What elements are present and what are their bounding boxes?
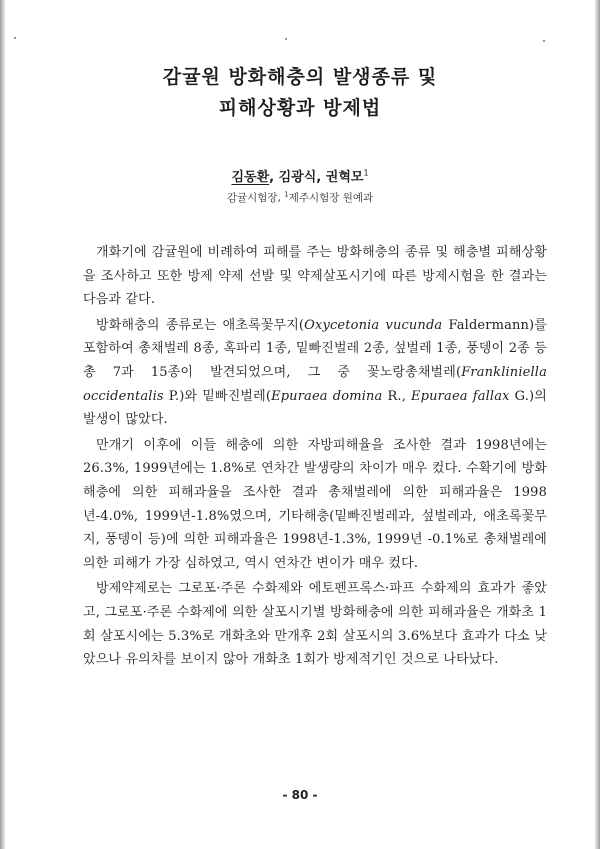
species-name: Frankliniella occidentalis [83, 364, 547, 404]
abstract-body [83, 241, 547, 674]
species-name: Epuraea fallax [411, 388, 510, 404]
affiliation-primary: 감귤시험장, [226, 192, 285, 204]
affiliation-mark: 1 [284, 190, 289, 199]
title-line-2: 피해상황과 방제법 [218, 97, 382, 119]
affiliation [0, 190, 600, 205]
paragraph-1: 개화기에 감귤원에 비례하여 피해를 주는 방화해충의 종류 및 해충별 피해상황을 조사하고 또한 방제 약제 선발 및 약제살포시기에 따른 방제시험을 한 결과는 다음과 같다. [83, 245, 547, 308]
text-run: G.)의 발생이 많았다. [83, 388, 547, 428]
author-list [0, 166, 600, 185]
text-run: 방화해충의 종류로는 애초록꽃무지( [96, 317, 305, 333]
scan-shadow-right [594, 0, 600, 849]
author-separator: , [269, 170, 279, 185]
page-number: - 80 - [282, 788, 318, 802]
species-name: Epuraea domina [271, 388, 383, 404]
scan-speck [543, 40, 545, 42]
scan-shadow-left [0, 0, 6, 849]
author-name: 김광식 [278, 170, 317, 185]
paragraph-2 [83, 314, 547, 432]
title-line-1: 감귤원 방화해충의 발생종류 및 [162, 66, 438, 88]
species-name: Oxycetonia vucunda [304, 317, 443, 333]
author-separator: , [316, 170, 326, 185]
scan-speck [14, 37, 16, 39]
paragraph-4: 방제약제로는 그로포·주론 수화제와 에토펜프록스·파프 수화제의 효과가 좋았고, 그로포·주론 수화제에 의한 살포시기별 방화해충에 의한 피해과율은 개화초 1회 살포시에는 5.3%로 개화초와 만개후 2회 살포시의 3.6%보다 효과가 다소 낮았으나 유의차를 보이지 않아 개화초 1회가 방제적기인 것으로 나타났다. [83, 581, 547, 668]
scan-speck [285, 38, 287, 40]
text-run: R., [382, 388, 412, 404]
affiliation-secondary: 제주시험장 원예과 [288, 192, 374, 204]
paragraph-3: 만개기 이후에 이들 해충에 의한 자방피해율을 조사한 결과 1998년에는 26.3%, 1999년에는 1.8%로 연차간 발생량의 차이가 매우 컸다. 수확기에 방화해충에 의한 피해과율을 조사한 결과 총채벌레에 의한 피해과율은 1998년-4.0%, 1999년-1.8%였으며, 기타해충(밑빠진벌레과, 섶벌레과, 애초록꽃무지, 풍뎅이 등)에 의한 피해과율은 1998년-1.3%, 1999년 -0.1%로 총채벌레에 의한 피해가 가장 심하였고, 역시 연차간 변이가 매우 컸다. [83, 437, 547, 571]
author-name: 권혁모 [325, 170, 364, 185]
affiliation-mark: 1 [363, 168, 369, 178]
text-run: Faldermann)를 포함하여 총채벌레 8종, 혹파리 1종, 밑빠진벌레 2종, 섶벌레 1종, 풍뎅이 2종 등 총 7과 15종이 발견되었으며, 그 중 꽃노랑총채벌레( [83, 317, 547, 380]
author-name: 김동환 [231, 170, 270, 185]
text-run: P.)와 밑빠진벌레( [163, 388, 272, 404]
